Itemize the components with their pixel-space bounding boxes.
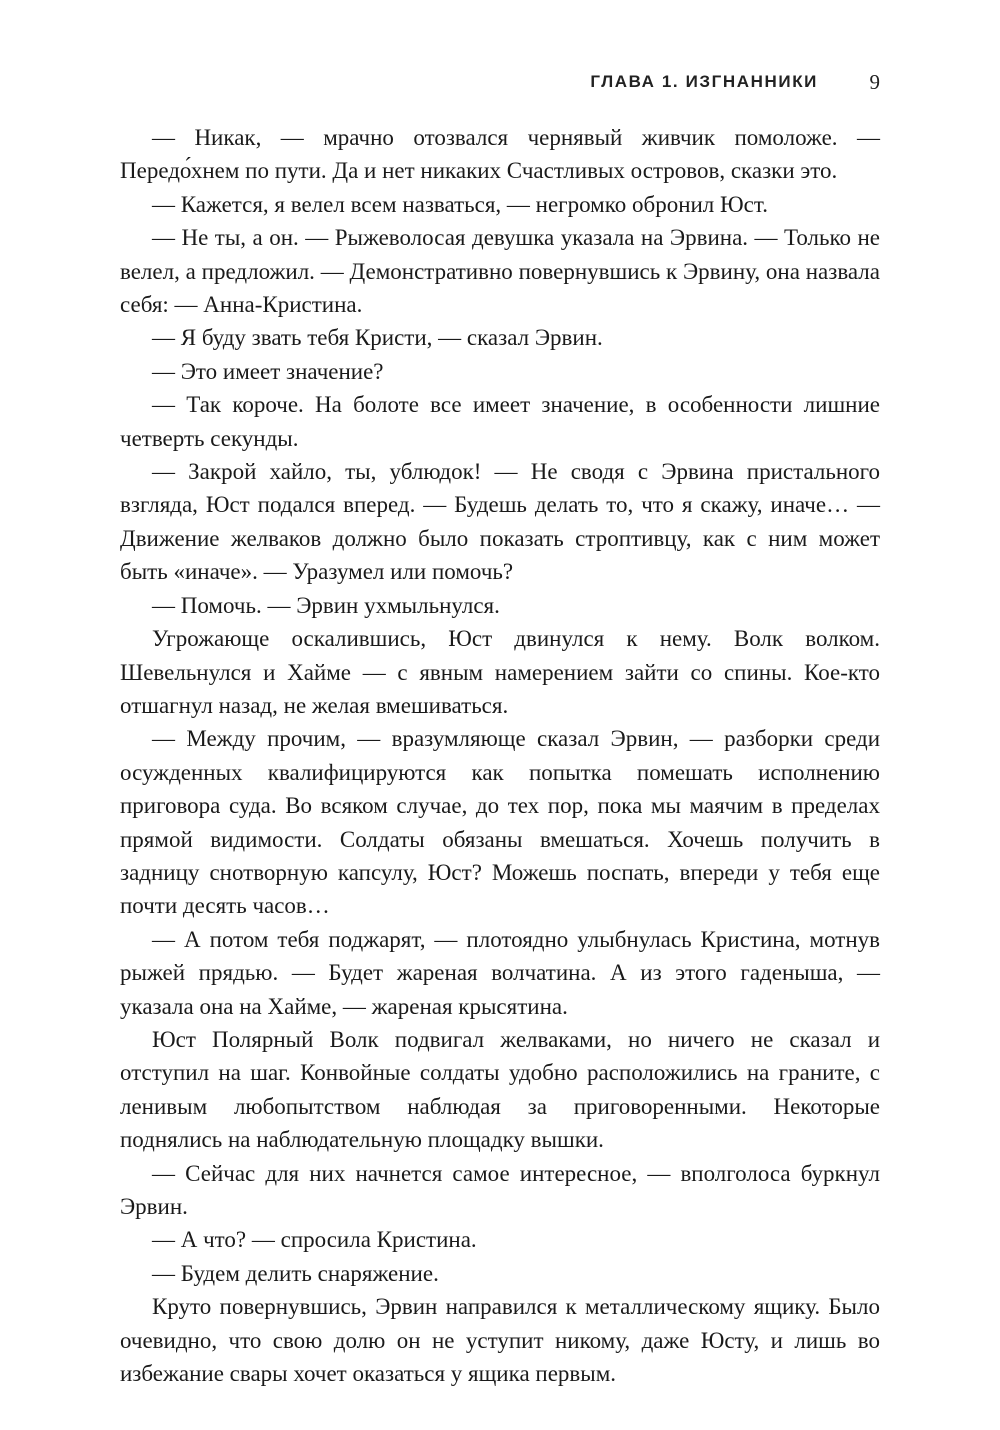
paragraph: — Будем делить снаряжение. (152, 1260, 439, 1286)
body-text (120, 121, 880, 1390)
paragraph: — Закрой хайло, ты, ублюдок! — Не сводя с Эрвина пристального взгляда, Юст подался вперед. — Будешь делать то, что я скажу, иначе… — Движение желваков должно было показать строптивцу, как с ним может быть «иначе». — Уразумел или помочь? (120, 459, 880, 585)
running-head (120, 70, 880, 100)
paragraph: — Не ты, а он. — Рыжеволосая девушка указала на Эрвина. — Только не велел, а предложил. — Демонстративно повернувшись к Эрвину, она назвала себя: — Анна-Кристина. (120, 225, 880, 318)
paragraph: — Сейчас для них начнется самое интересное, — вполголоса буркнул Эрвин. (120, 1160, 880, 1219)
paragraph: — Так короче. На болоте все имеет значение, в особенности лишние четверть секунды. (120, 392, 880, 451)
paragraph: — Между прочим, — вразумляюще сказал Эрвин, — разборки среди осужденных квалифицируются как попытка помешать исполнению приговора суда. Во всяком случае, до тех пор, пока мы маячим в пределах прямой видимости. Солдаты обязаны вмешаться. Хочешь получить в задницу снотворную капсулу, Юст? Можешь поспать, впереди у тебя еще почти десять часов… (120, 726, 880, 919)
paragraph: Юст Полярный Волк подвигал желваками, но ничего не сказал и отступил на шаг. Конвойные солдаты удобно расположились на граните, с ленивым любопытством наблюдая за приговоренными. Некоторые поднялись на наблюдательную площадку вышки. (120, 1026, 880, 1153)
page-number: 9 (869, 70, 880, 94)
paragraph: — Помочь. — Эрвин ухмыльнулся. (152, 592, 500, 618)
paragraph: Угрожающе оскалившись, Юст двинулся к нему. Волк волком. Шевельнулся и Хайме — с явным намерением зайти со спины. Кое-кто отшагнул назад, не желая вмешиваться. (120, 626, 880, 718)
paragraph: — Кажется, я велел всем назваться, — негромко обронил Юст. (152, 191, 768, 217)
chapter-title: ГЛАВА 1. ИЗГНАННИКИ (590, 72, 818, 91)
paragraph: — А потом тебя поджарят, — плотоядно улыбнулась Кристина, мотнув рыжей прядью. — Будет жареная волчатина. А из этого гаденыша, — указала она на Хайме, — жареная крысятина. (120, 926, 880, 1019)
paragraph: — Никак, — мрачно отозвался чернявый живчик помоложе. — Передо́хнем по пути. Да и нет никаких Счастливых островов, сказки это. (120, 125, 880, 184)
paragraph: — Это имеет значение? (152, 358, 384, 384)
paragraph: — А что? — спросила Кристина. (152, 1227, 477, 1253)
paragraph: — Я буду звать тебя Кристи, — сказал Эрвин. (152, 325, 603, 351)
paragraph: Круто повернувшись, Эрвин направился к металлическому ящику. Было очевидно, что свою долю он не уступит никому, даже Юсту, и лишь во избежание свары хочет оказаться у ящика первым. (120, 1294, 880, 1387)
